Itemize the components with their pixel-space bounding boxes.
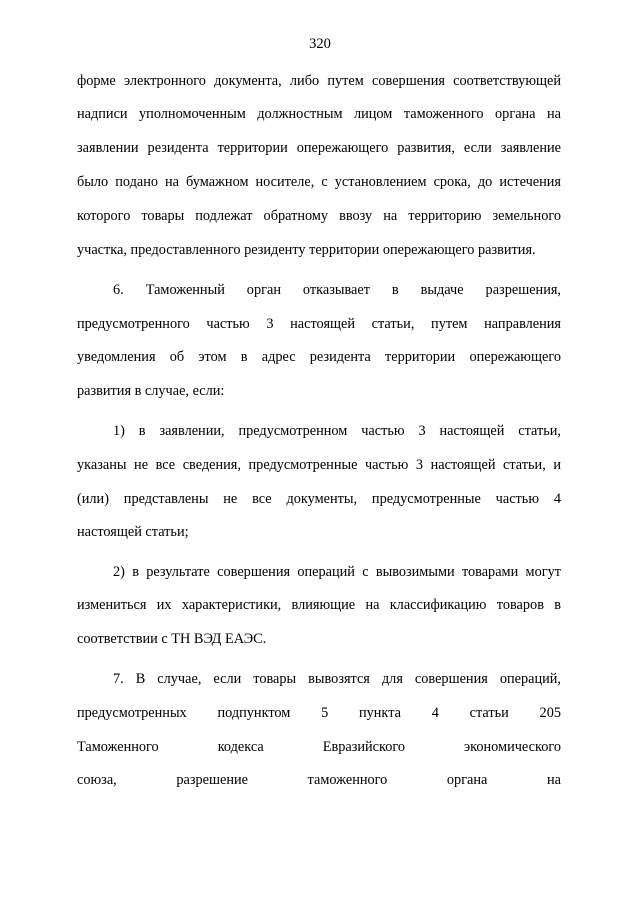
text-line: 7. В случае, если товары вывозятся для совершения операций, [113,671,561,687]
page-number: 320 [309,36,331,52]
text-line: настоящей статьи; [77,524,189,540]
text-line: предусмотренного частью 3 настоящей статьи, путем направления [77,316,561,332]
text-line: развития в случае, если: [77,383,225,399]
text-line: Таможенного кодекса Евразийского экономического [77,739,561,755]
text-line: соответствии с ТН ВЭД ЕАЭС. [77,631,267,647]
text-line: заявлении резидента территории опережающего развития, если заявление [77,140,561,156]
text-line: измениться их характеристики, влияющие на классификацию товаров в [77,597,561,613]
text-line: (или) представлены не все документы, предусмотренные частью 4 [77,491,561,507]
text-line: 1) в заявлении, предусмотренном частью 3 настоящей статьи, [113,423,561,439]
text-line: предусмотренных подпунктом 5 пункта 4 статьи 205 [77,705,561,721]
text-line: 6. Таможенный орган отказывает в выдаче разрешения, [113,282,561,298]
text-line: которого товары подлежат обратному ввозу на территорию земельного [77,208,561,224]
text-line: надписи уполномоченным должностным лицом таможенного органа на [77,106,561,122]
text-line: форме электронного документа, либо путем совершения соответствующей [77,73,561,89]
text-line: указаны не все сведения, предусмотренные частью 3 настоящей статьи, и [77,457,561,473]
text-line: участка, предоставленного резиденту территории опережающего развития. [77,242,536,258]
text-line: союза, разрешение таможенного органа на [77,772,561,788]
text-line: было подано на бумажном носителе, с установлением срока, до истечения [77,174,561,190]
text-line: уведомления об этом в адрес резидента территории опережающего [77,349,561,365]
text-line: 2) в результате совершения операций с вывозимыми товарами могут [113,564,561,580]
